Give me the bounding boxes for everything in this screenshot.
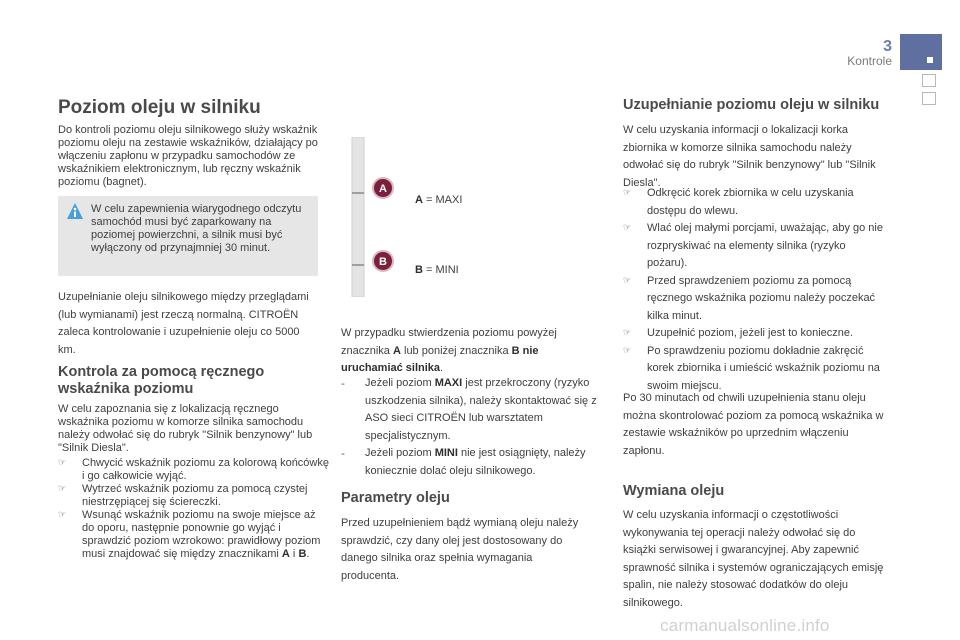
note-text: W celu zapewnienia wiarygodnego odczytu samochód musi być zaparkowany na poziomej powierzchni, a silnik musi być wyłączony od przynajmniej 30 minut. [91,203,302,254]
list-item: ☞ Chwycić wskaźnik poziomu za kolorową końcówkę i go całkowicie wyjąć. [58,457,329,482]
bullet-icon: ☞ [623,275,632,286]
watermark: carmanualsonline.info [660,616,830,635]
list-item: ☞ Odkręcić korek zbiornika w celu uzyskania dostępu do wlewu. [623,187,854,217]
list-item: - Jeżeli poziom MINI nie jest osiągnięty, należy koniecznie dolać oleju silnikowego. [341,447,586,477]
list-item: ☞ Wsunąć wskaźnik poziomu na swoje miejsce aż do oporu, następnie ponownie go wyjąć i sprawdzić poziom wzrokowo: prawidłowy poziom musi znajdować się między znacznikami A i B. [58,509,321,560]
dipstick-steps [58,457,330,561]
page-number: 3 [883,38,892,55]
info-note [58,196,318,276]
level-check-paragraph: W przypadku stwierdzenia poziomu powyżej znacznika A lub poniżej znacznika B nie uruchamiać silnika. [341,327,557,374]
intro-paragraph: Do kontroli poziomu oleju silnikowego służy wskaźnik poziomu oleju na zestawie wskaźników, działający po włączeniu zapłonu w przypadku samochodów ze wskaźnikiem elektronicznym, lub ręczny wskaźnik poziomu (bagnet). [58,124,318,188]
marker-a-badge [371,176,395,200]
svg-text:B: B [379,256,387,268]
bullet-icon: ☞ [623,188,632,198]
dipstick-illustration [347,137,377,297]
section-label: Kontrole [847,54,892,68]
list-item: ☞ Przed sprawdzeniem poziomu za pomocą ręcznego wskaźnika poziomu należy poczekać kilka minut. [623,274,876,322]
bullet-icon: ☞ [58,458,67,468]
chapter-tab-active [900,34,942,70]
chapter-tab [922,92,936,105]
oil-change-heading: Wymiana oleju [623,483,725,499]
level-cases [341,375,606,480]
list-item: ☞ Uzupełnić poziom, jeżeli jest to konieczne. [623,325,888,343]
topup-after-paragraph: Po 30 minutach od chwili uzupełnienia stanu oleju można skontrolować poziom za pomocą wskaźnika w zestawie wskaźników po uprzednim włączeniu zapłonu. [623,392,884,457]
topup-heading: Uzupełnianie poziomu oleju w silniku [623,97,880,113]
list-item: ☞ Po sprawdzeniu poziomu dokładnie zakręcić korek zbiornika i umieścić wskaźnik poziomu na swoim miejscu. [623,344,880,392]
list-item: ☞ Wlać olej małymi porcjami, uważając, aby go nie rozpryskiwać na elementy silnika (ryzyko pożaru). [623,222,883,269]
dipstick-intro: W celu zapoznania się z lokalizacją ręcznego wskaźnika poziomu w komorze silnika samochodu należy odwołać się do rubryk "Silnik benzynowy" lub "Silnik Diesla". [58,403,313,454]
list-item: - Jeżeli poziom MAXI jest przekroczony (ryzyko uszkodzenia silnika), należy skontaktować się z ASO sieci CITROËN lub warsztatem specjalistycznym. [341,377,597,442]
bullet-icon: ☞ [623,223,632,233]
list-item: ☞ Wytrzeć wskaźnik poziomu za pomocą czystej niestrzępiącej się ściereczki. [58,483,308,508]
marker-b-label: B = MINI [415,264,459,276]
topup-intro: W celu uzyskania informacji o lokalizacji korka zbiornika w komorze silnika samochodu należy odwołać się do rubryk "Silnik benzynowy" lub "Silnik Diesla". [623,124,876,189]
chapter-tab [922,74,936,87]
marker-a-label: A = MAXI [415,194,463,206]
bullet-icon: ☞ [623,345,632,356]
oil-params-heading: Parametry oleju [341,490,450,506]
topup-steps [623,185,888,395]
info-icon [67,203,83,221]
bullet-icon: ☞ [58,510,67,520]
main-title: Poziom oleju w silniku [58,97,261,118]
svg-text:A: A [379,183,387,195]
oil-params-text: Przed uzupełnieniem bądź wymianą oleju należy sprawdzić, czy dany olej jest dostosowany do danego silnika oraz spełnia wymagania producenta. [341,517,579,582]
dipstick-heading: Kontrola za pomocą ręcznego wskaźnika poziomu [58,364,265,397]
oil-change-text: W celu uzyskania informacji o częstotliwości wykonywania tej operacji należy odwołać się do książki serwisowej i gwarancyjnej. Aby zapewnić sprawność silnika i systemów ograniczających emisję spalin, nie należy stosować dodatków do oleju silnikowego. [623,509,884,609]
topup-paragraph: Uzupełnianie oleju silnikowego między przeglądami (lub wymianami) jest rzeczą normalną. CITROËN zaleca kontrolowanie i uzupełnienie oleju co 5000 km. [58,291,309,356]
marker-b-badge [371,249,395,273]
bullet-icon: ☞ [623,328,632,338]
bullet-icon: ☞ [58,484,67,494]
